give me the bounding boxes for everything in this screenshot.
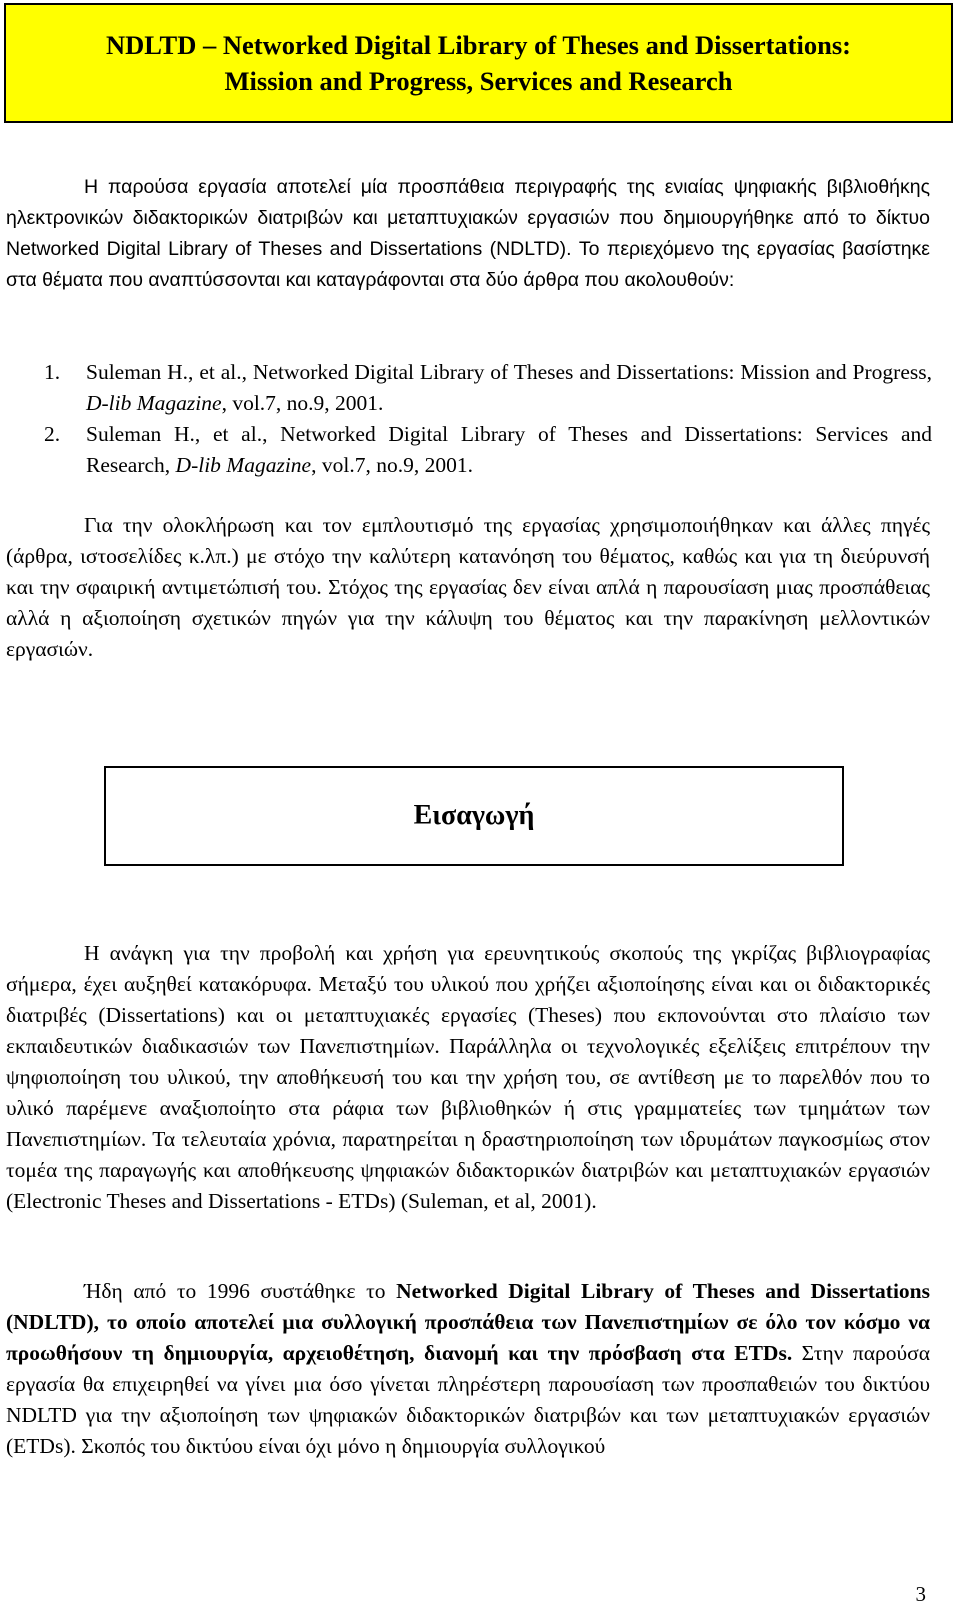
reference-journal: D-lib Magazine bbox=[175, 453, 312, 477]
document-title-line-1: NDLTD – Networked Digital Library of Theses and Dissertations: bbox=[106, 30, 851, 60]
reference-number: 1. bbox=[44, 360, 61, 384]
intro-paragraph-2-bold: Networked Digital Library of Theses and Dissertations (NDLTD), το οποίο αποτελεί μια συλλογική προσπάθεια των Πανεπιστημίων σε όλο τον κόσμο να προωθήσουν τη δημιουργία, αρχειοθέτηση, διανομή και την πρόσβαση στα ETDs. bbox=[6, 1279, 930, 1365]
reference-journal: D-lib Magazine bbox=[86, 391, 222, 415]
reference-details: , vol.7, no.9, 2001. bbox=[221, 391, 384, 415]
reference-authors: Suleman H., et al. bbox=[86, 422, 263, 446]
section-heading: Εισαγωγή bbox=[413, 800, 535, 831]
intro-paragraph-1: Η ανάγκη για την προβολή και χρήση για ερευνητικούς σκοπούς της γκρίζας βιβλιογραφίας σήμερα, έχει αυξηθεί κατακόρυφα. Μεταξύ του υλικού που χρήζει αξιοποίησης είναι και οι διδακτορικές διατριβές (Dissertations) και οι μεταπτυχιακές εργασίες (Theses) που εκπονούνται στο πλαίσιο των εκπαιδευτικών διαδικασιών των Πανεπιστημίων. Παράλληλα οι τεχνολογικές εξελίξεις επιτρέπουν την ψηφιοποίηση του υλικού, την αποθήκευσή του και την χρήση του, σε αντίθεση με το παρελθόν που το υλικό παρέμενε αναξιοποίητο στα ράφια των βιβλιοθηκών ή στις γραμματείες των τμημάτων των Πανεπιστημίων. Τα τελευταία χρόνια, παρατηρείται η δραστηριοποίηση των ιδρυμάτων παγκοσμίως στον τομέα της παραγωγής και αποθήκευσης ψηφιακών διδακτορικών διατριβών και μεταπτυχιακών εργασιών (Electronic Theses and Dissertations - ETDs) (Suleman, et al, 2001). bbox=[6, 941, 930, 1213]
reference-title: , Networked Digital Library of Theses and Dissertations: Services and Research, bbox=[86, 422, 932, 477]
page-number: 3 bbox=[915, 1582, 926, 1606]
reference-details: , vol.7, no.9, 2001. bbox=[311, 453, 473, 477]
section-heading-box bbox=[104, 766, 844, 866]
abstract-paragraph: Η παρούσα εργασία αποτελεί μία προσπάθεια περιγραφής της ενιαίας ψηφιακής βιβλιοθήκης ηλεκτρονικών διδακτορικών διατριβών και μεταπτυχιακών εργασιών που δημιουργήθηκε από το δίκτυο Networked Digital Library of Theses and Dissertations (NDLTD). Το περιεχόμενο της εργασίας βασίστηκε στα θέματα που αναπτύσσονται και καταγράφονται στα δύο άρθρα που ακολουθούν: bbox=[6, 176, 930, 291]
reference-number: 2. bbox=[44, 422, 61, 446]
reference-item bbox=[44, 419, 932, 481]
intro-paragraph-2-end: Στην παρούσα εργασία θα επιχειρηθεί να γίνει μια όσο γίνεται πληρέστερη παρουσίαση των προσπαθειών του δικτύου NDLTD για την αξιοποίηση των ψηφιακών διδακτορικών διατριβών και των μεταπτυχιακών εργασιών (ETDs). Σκοπός του δικτύου είναι όχι μόνο η δημιουργία συλλογικού bbox=[6, 1341, 930, 1458]
reference-authors: Suleman H., et al. bbox=[86, 360, 242, 384]
supplement-paragraph: Για την ολοκλήρωση και τον εμπλουτισμό της εργασίας χρησιμοποιήθηκαν και άλλες πηγές (άρθρα, ιστοσελίδες κ.λπ.) με στόχο την καλύτερη κατανόηση του θέματος, καθώς και για τη διεύρυνσή και την σφαιρική αντιμετώπισή του. Στόχος της εργασίας δεν είναι απλά η παρουσίαση μιας προσπάθειας αλλά η αξιοποίηση σχετικών πηγών για την κάλυψη του θέματος και την παρακίνηση μελλοντικών εργασιών. bbox=[6, 513, 930, 661]
intro-paragraph-2 bbox=[6, 1276, 930, 1462]
reference-title: , Networked Digital Library of Theses and Dissertations: Mission and Progress, bbox=[241, 360, 932, 384]
references-list bbox=[44, 357, 932, 481]
document-title-box bbox=[4, 3, 953, 123]
document-title-line-2: Mission and Progress, Services and Research bbox=[224, 66, 733, 96]
intro-paragraph-2-start: Ήδη από το 1996 συστάθηκε το bbox=[84, 1279, 397, 1303]
reference-item bbox=[44, 357, 932, 419]
